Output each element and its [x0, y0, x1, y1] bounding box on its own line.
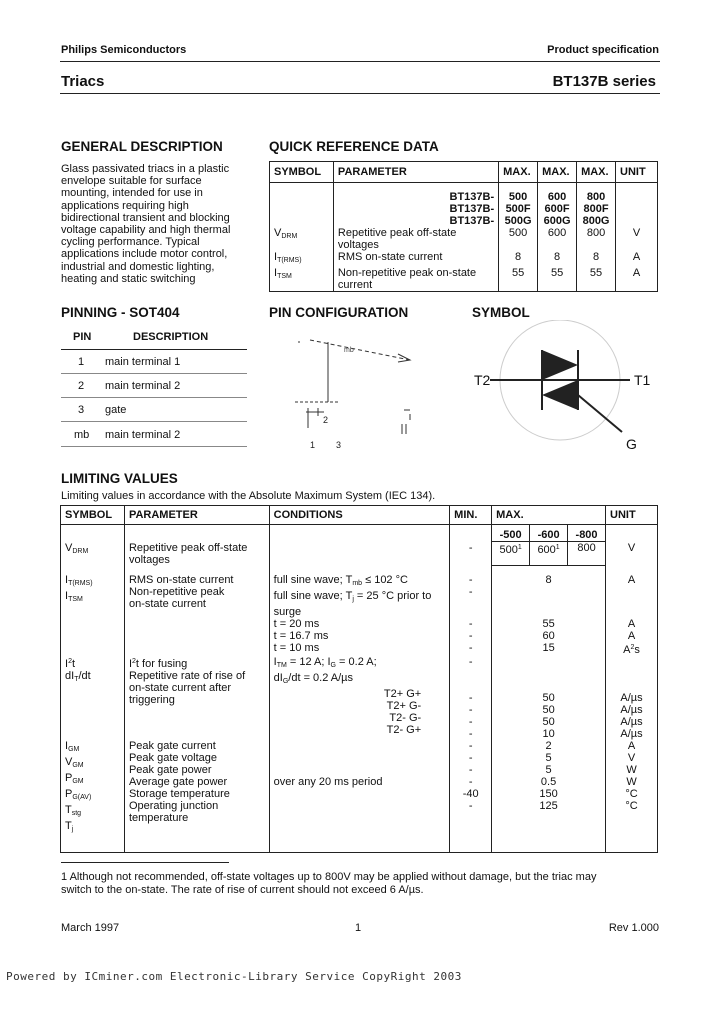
company-name: Philips Semiconductors [61, 44, 187, 56]
lv-unit: V [606, 542, 658, 566]
qr-sym-sub: T(RMS) [277, 257, 302, 264]
desc-line: bidirectional transient and blocking [61, 211, 230, 224]
lv-sym: V [65, 541, 73, 554]
pin-row-rule [61, 446, 247, 447]
footnote-ref: 1 [555, 544, 560, 551]
qr-header-parameter: PARAMETER [333, 162, 498, 183]
general-description-title: GENERAL DESCRIPTION [61, 139, 223, 154]
variant-value: 500F [505, 203, 531, 215]
description-header: DESCRIPTION [133, 331, 209, 343]
lv-row-itrms: $I_{T(RMS)}$ $I_{TSM}$ RMS on-state current Non-repetitive peak on-state current full sine wave; $T_{mb} \le 102$ °C full sine wave; $T_j = 25$ °C prior to surge - - 8 A [61, 566, 658, 618]
footnote-line: switch to the on-state. The rate of rise of current should not exceed 6 A/µs. [61, 884, 424, 896]
pin-number: 3 [78, 404, 85, 416]
variant-value: 600G [543, 215, 571, 227]
triac-forward-triangle [542, 350, 578, 380]
lv-header-symbol: SYMBOL [61, 506, 125, 525]
qr-value: 8 [499, 251, 538, 267]
lv-max: 600 [537, 544, 556, 556]
qr-value: 800 [577, 227, 616, 251]
desc-line: applications include motor control, [61, 248, 228, 261]
variant-value: 800F [583, 203, 609, 215]
qr-header-unit: UNIT [616, 162, 658, 183]
pin-description: gate [105, 404, 127, 416]
qr-sym: V [274, 227, 282, 239]
qr-value: 600 [538, 227, 577, 251]
qr-header-max: MAX. [499, 162, 538, 183]
footnote-ref: 1 [517, 544, 522, 551]
general-description-text [61, 163, 251, 285]
variant-value: 800G [582, 215, 610, 227]
desc-line: applications requiring high [61, 199, 189, 212]
variant-value: 800 [586, 191, 606, 203]
qr-variant-row [270, 183, 658, 228]
limiting-values-table [60, 505, 658, 853]
triac-reverse-triangle [542, 380, 578, 410]
pin-configuration-title: PIN CONFIGURATION [269, 305, 409, 320]
lv-max: 500 [499, 544, 518, 556]
qr-sym-sub: DRM [281, 233, 298, 240]
qr-unit: V [616, 227, 658, 251]
desc-line: voltage capability and high thermal [61, 224, 231, 237]
pin-number: 2 [78, 380, 85, 392]
quick-reference-table [269, 161, 658, 292]
footnote-text [61, 871, 661, 897]
t1-label: T1 [634, 372, 651, 388]
lv-param: voltages [128, 553, 170, 566]
lv-header-row [61, 506, 658, 525]
lv-row-gate: $I_{GM}$ $V_{GM}$ $P_{GM}$ $P_{G(AV)}$ $T_{stg}$ $T_j$ Peak gate current Peak gate voltage Peak gate power Average gate power Storage temperature Operating junction temperature over any 20 ms period - - - - -40 - 2 5 5 0.5 150 125 A V W W °C °C [61, 740, 658, 848]
variant-prefix: BT137B- [449, 191, 495, 203]
footnote-rule [61, 862, 229, 863]
qr-param: current [337, 279, 373, 291]
qr-header-row [270, 162, 658, 183]
part-series: BT137B series [552, 73, 656, 90]
t2-label: T2 [474, 372, 491, 388]
qr-unit: A [616, 251, 658, 267]
pin-number: 1 [78, 356, 85, 368]
triac-symbol [470, 320, 660, 455]
lv-header-unit: UNIT [606, 506, 658, 525]
limiting-values-intro: Limiting values in accordance with the Absolute Maximum System (IEC 134). [61, 490, 436, 502]
desc-line: cycling performance. Typical [61, 236, 200, 249]
mb-label: mb [344, 347, 354, 354]
pin-configuration-diagram [280, 330, 460, 455]
qr-param: voltages [337, 239, 379, 251]
qr-value: 8 [577, 251, 616, 267]
lv-sym-sub: DRM [72, 547, 89, 555]
desc-line: envelope suitable for surface [61, 175, 202, 188]
lv-row-tsm-times: t = 20 ms t = 16.7 ms t = 10 ms - - - 55 60 15 A A $A^2s$ [61, 618, 658, 656]
lv-max-variant: -800 [568, 525, 606, 542]
qr-sym: I [274, 251, 278, 263]
pin1-label: 1 [310, 440, 316, 450]
qr-unit: A [616, 267, 658, 292]
variant-value: 500 [508, 191, 528, 203]
footer-revision: Rev 1.000 [608, 922, 659, 934]
quick-reference-title: QUICK REFERENCE DATA [269, 139, 439, 154]
variant-prefix: BT137B- [449, 203, 495, 215]
footer-date: March 1997 [61, 922, 120, 934]
lv-max: 800 [577, 542, 596, 554]
qr-value: 55 [538, 267, 577, 292]
qr-row-itsm [270, 267, 658, 292]
watermark-text: Powered by ICminer.com Electronic-Library Service CopyRight 2003 [6, 970, 462, 983]
qr-param: Repetitive peak off-state [337, 227, 457, 239]
header-rule [60, 61, 660, 62]
pinning-header-rule [61, 349, 247, 350]
gate-lead [578, 395, 622, 432]
qr-header-max: MAX. [538, 162, 577, 183]
qr-row-vdrm [270, 227, 658, 251]
lv-variant-row [61, 525, 658, 542]
lv-param: Repetitive peak off-state [128, 541, 248, 554]
lv-max-variant: -600 [530, 525, 568, 542]
product-category: Triacs [61, 73, 105, 90]
lv-header-conditions: CONDITIONS [269, 506, 450, 525]
pin-description: main terminal 2 [105, 429, 181, 441]
g-label: G [626, 436, 637, 452]
variant-value: 600 [547, 191, 567, 203]
footer-page-number: 1 [355, 922, 362, 934]
qr-row-itrms [270, 251, 658, 267]
lv-max-variant: -500 [492, 525, 530, 542]
desc-line: heating and static switching [61, 272, 196, 285]
qr-sym-sub: TSM [277, 273, 292, 280]
qr-value: 55 [577, 267, 616, 292]
qr-value: 55 [499, 267, 538, 292]
pin-row-rule [61, 397, 247, 398]
lv-min: - [450, 542, 492, 566]
variant-prefix: BT137B- [449, 215, 495, 227]
pin-description: main terminal 1 [105, 356, 181, 368]
pinning-title: PINNING - SOT404 [61, 305, 180, 320]
variant-value: 600F [544, 203, 570, 215]
pin-description: main terminal 2 [105, 380, 181, 392]
pin2-label: 2 [323, 415, 329, 425]
lv-header-parameter: PARAMETER [124, 506, 269, 525]
pin3-label: 3 [336, 440, 342, 450]
qr-sym: I [274, 267, 278, 279]
qr-header-symbol: SYMBOL [270, 162, 334, 183]
pin-row-rule [61, 373, 247, 374]
footnote-line: 1 Although not recommended, off-state voltages up to 800V may be applied without damage, but the triac may [61, 871, 597, 883]
lv-row-vdrm [61, 542, 658, 566]
lv-header-min: MIN. [450, 506, 492, 525]
qr-header-max: MAX. [577, 162, 616, 183]
desc-line: industrial and domestic lighting, [61, 260, 215, 273]
limiting-values-title: LIMITING VALUES [61, 471, 178, 486]
pin-number: mb [74, 429, 90, 441]
header-rule-2 [60, 93, 660, 94]
lv-header-max: MAX. [492, 506, 606, 525]
qr-param: RMS on-state current [333, 251, 498, 267]
desc-line: Glass passivated triacs in a plastic [61, 163, 230, 175]
variant-value: 500G [504, 215, 532, 227]
qr-param: Non-repetitive peak on-state [337, 267, 477, 279]
desc-line: mounting, intended for use in [61, 187, 203, 200]
document-type: Product specification [547, 44, 659, 56]
lv-last-row [61, 848, 658, 853]
lv-row-i2t: $I^2t$ $dI_T/dt$ $I^2t$ for fusing Repetitive rate of rise of on-state current after triggering $I_{TM} = 12$ A; $I_G = 0.2$ A; $dI_G/dt = 0.2$ A/µs T2+ G+ T2+ G- T2- G- T2- G+ - - - - - 50 50 50 10 A/µs A/µs A/µs A/µs [61, 656, 658, 740]
qr-value: 8 [538, 251, 577, 267]
qr-value: 500 [499, 227, 538, 251]
pin-header: PIN [73, 331, 92, 343]
symbol-title: SYMBOL [472, 305, 530, 320]
pin-row-rule [61, 421, 247, 422]
